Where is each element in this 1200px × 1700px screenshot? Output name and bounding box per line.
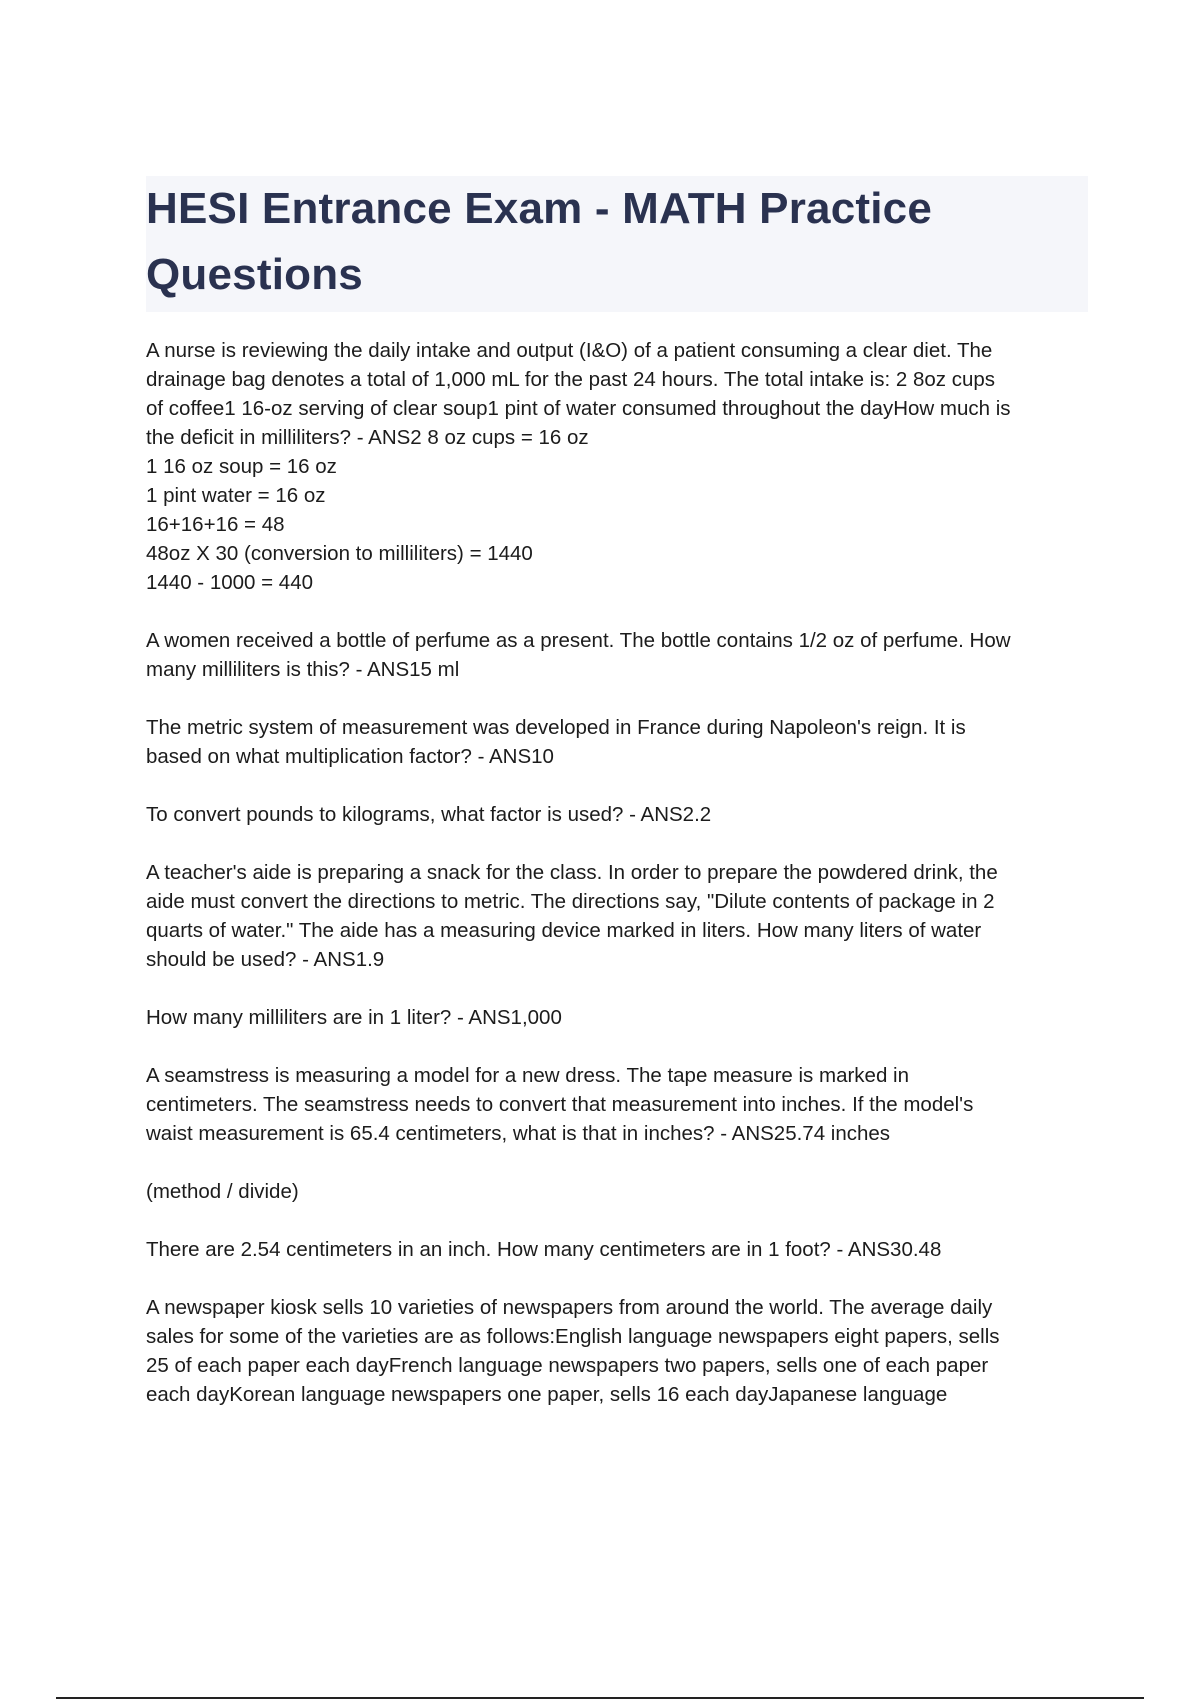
text-line: 48oz X 30 (conversion to milliliters) = 1440 (146, 542, 533, 565)
document-title (146, 176, 1088, 308)
page-bottom-rule (56, 1697, 1144, 1699)
text-line: To convert pounds to kilograms, what factor is used? - ANS2.2 (146, 803, 712, 826)
text-line: drainage bag denotes a total of 1,000 mL for the past 24 hours. The total intake is: 2 8oz cups (146, 368, 996, 391)
qa-item (146, 336, 1088, 597)
qa-text (146, 1235, 1088, 1264)
qa-item (146, 713, 1088, 771)
text-line: the deficit in milliliters? - ANS2 8 oz cups = 16 oz (146, 426, 589, 449)
text-line: A newspaper kiosk sells 10 varieties of newspapers from around the world. The average daily (146, 1296, 993, 1319)
text-line: 16+16+16 = 48 (146, 513, 285, 536)
qa-item (146, 858, 1088, 974)
qa-text (146, 1293, 1088, 1409)
qa-text (146, 858, 1088, 974)
text-line: How many milliliters are in 1 liter? - ANS1,000 (146, 1006, 562, 1029)
text-line: each dayKorean language newspapers one paper, sells 16 each dayJapanese language (146, 1383, 948, 1406)
qa-item (146, 1177, 1088, 1206)
title-line-2: Questions (146, 250, 363, 299)
text-line: should be used? - ANS1.9 (146, 948, 385, 971)
qa-text (146, 626, 1088, 684)
text-line: many milliliters is this? - ANS15 ml (146, 658, 460, 681)
question-list (146, 336, 1088, 1438)
text-line: A teacher's aide is preparing a snack for the class. In order to prepare the powdered drink, the (146, 861, 998, 884)
title-block (146, 176, 1088, 312)
qa-item (146, 1061, 1088, 1148)
text-line: There are 2.54 centimeters in an inch. How many centimeters are in 1 foot? - ANS30.48 (146, 1238, 942, 1261)
text-line: quarts of water." The aide has a measuring device marked in liters. How many liters of water (146, 919, 982, 942)
qa-text (146, 336, 1088, 597)
title-line-1: HESI Entrance Exam - MATH Practice (146, 184, 933, 233)
qa-text (146, 800, 1088, 829)
text-line: waist measurement is 65.4 centimeters, what is that in inches? - ANS25.74 inches (146, 1122, 891, 1145)
qa-text (146, 1003, 1088, 1032)
qa-item (146, 1293, 1088, 1409)
text-line: 25 of each paper each dayFrench language newspapers two papers, sells one of each paper (146, 1354, 989, 1377)
text-line: A nurse is reviewing the daily intake and output (I&O) of a patient consuming a clear diet. The (146, 339, 993, 362)
text-line: 1440 - 1000 = 440 (146, 571, 313, 594)
text-line: of coffee1 16-oz serving of clear soup1 pint of water consumed throughout the dayHow much is (146, 397, 1011, 420)
text-line: (method / divide) (146, 1180, 299, 1203)
qa-text (146, 1177, 1088, 1206)
qa-text (146, 1061, 1088, 1148)
qa-text (146, 713, 1088, 771)
text-line: centimeters. The seamstress needs to convert that measurement into inches. If the model's (146, 1093, 974, 1116)
qa-item (146, 1003, 1088, 1032)
text-line: 1 pint water = 16 oz (146, 484, 326, 507)
qa-item (146, 626, 1088, 684)
text-line: A seamstress is measuring a model for a new dress. The tape measure is marked in (146, 1064, 910, 1087)
text-line: The metric system of measurement was developed in France during Napoleon's reign. It is (146, 716, 966, 739)
text-line: based on what multiplication factor? - ANS10 (146, 745, 554, 768)
text-line: 1 16 oz soup = 16 oz (146, 455, 337, 478)
qa-item (146, 1235, 1088, 1264)
text-line: sales for some of the varieties are as follows:English language newspapers eight papers, sells (146, 1325, 1000, 1348)
text-line: aide must convert the directions to metric. The directions say, "Dilute contents of package in 2 (146, 890, 995, 913)
text-line: A women received a bottle of perfume as a present. The bottle contains 1/2 oz of perfume. How (146, 629, 1011, 652)
qa-item (146, 800, 1088, 829)
